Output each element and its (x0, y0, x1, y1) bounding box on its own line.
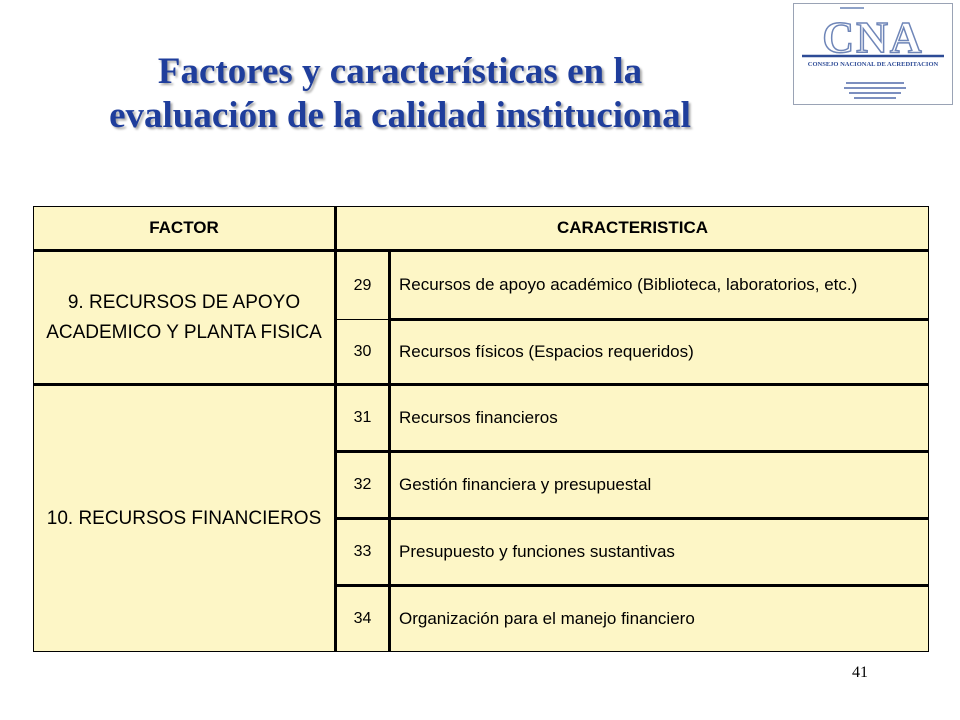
slide-title (20, 50, 780, 138)
cna-logo-acronym: CNA (822, 13, 924, 62)
characteristic-text: Recursos de apoyo académico (Biblioteca, laboratorios, etc.) (390, 251, 929, 320)
page-number: 41 (852, 664, 868, 681)
characteristic-text: Gestión financiera y presupuestal (390, 452, 929, 519)
characteristic-text: Recursos físicos (Espacios requeridos) (390, 320, 929, 385)
cna-logo-name: CONSEJO NACIONAL DE ACREDITACION (807, 61, 939, 68)
characteristic-number: 31 (336, 385, 390, 452)
characteristic-number: 29 (336, 251, 390, 320)
characteristic-number: 33 (336, 519, 390, 586)
header-factor: FACTOR (34, 207, 336, 251)
characteristic-number: 32 (336, 452, 390, 519)
slide-title-line2: evaluación de la calidad institucional (109, 95, 691, 136)
slide-title-line1: Factores y características en la (157, 51, 643, 92)
cna-logo (793, 3, 953, 105)
characteristic-text: Presupuesto y funciones sustantivas (390, 519, 929, 586)
cna-logo-graphic (794, 4, 952, 104)
table-row (34, 385, 929, 452)
header-characteristic: CARACTERISTICA (336, 207, 929, 251)
characteristic-number: 34 (336, 586, 390, 652)
characteristic-text: Organización para el manejo financiero (390, 586, 929, 652)
characteristic-text: Recursos financieros (390, 385, 929, 452)
factor-label: 10. RECURSOS FINANCIEROS (34, 385, 336, 652)
table-row (34, 251, 929, 320)
factor-label: 9. RECURSOS DE APOYO ACADEMICO Y PLANTA FISICA (34, 251, 336, 385)
factors-table (33, 206, 929, 652)
characteristic-number: 30 (336, 320, 390, 385)
